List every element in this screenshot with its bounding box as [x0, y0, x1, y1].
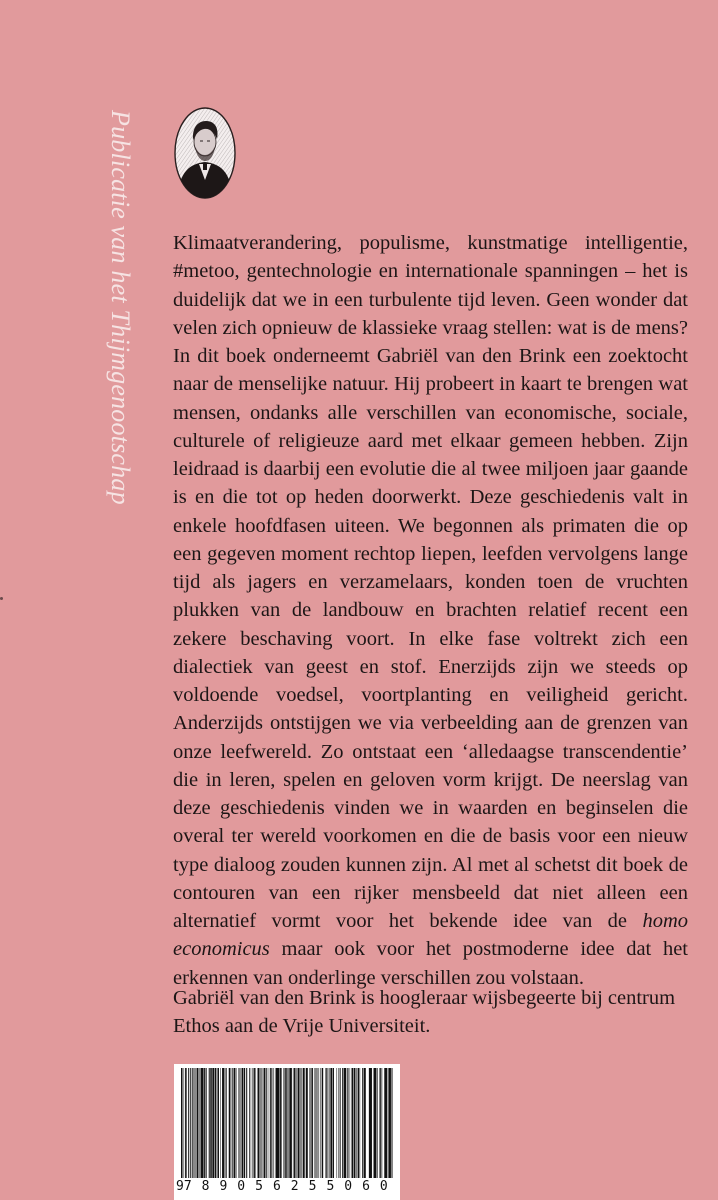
portrait-medallion-icon — [173, 106, 237, 200]
barcode-bar — [391, 1068, 392, 1178]
author-bio: Gabriël van den Brink is hoogleraar wijsbegeerte bij centrum Ethos aan de Vrije Universiteit. — [173, 987, 676, 1038]
barcode-bar — [309, 1068, 310, 1178]
blurb-tail: maar ook voor het postmoderne idee dat het erkennen van onderlinge verschillen zou volstaan. — [173, 938, 688, 989]
barcode-bar — [300, 1068, 301, 1178]
barcode-bar — [293, 1068, 294, 1178]
barcode-bar — [236, 1068, 237, 1178]
barcode-bar — [229, 1068, 231, 1178]
barcode-bar — [234, 1068, 236, 1178]
barcode-bar — [268, 1068, 269, 1178]
barcode-bar — [338, 1068, 339, 1178]
barcode-bar — [260, 1068, 261, 1178]
barcode-bar — [273, 1068, 274, 1178]
barcode-bar — [270, 1068, 271, 1178]
barcode-bar — [337, 1068, 338, 1178]
barcode-bar — [190, 1068, 191, 1178]
barcode-bar — [328, 1068, 329, 1178]
barcode-bar — [184, 1068, 185, 1178]
barcode-bar — [315, 1068, 316, 1178]
barcode-bar — [200, 1068, 201, 1178]
barcode-bar — [360, 1068, 361, 1178]
barcode-bar — [311, 1068, 313, 1178]
barcode-bar — [241, 1068, 242, 1178]
barcode-bar — [384, 1068, 387, 1178]
barcode-bar — [222, 1068, 224, 1178]
barcode-bar — [266, 1068, 267, 1178]
barcode-bar — [188, 1068, 189, 1178]
barcode-bar — [356, 1068, 357, 1178]
barcode-bar — [314, 1068, 315, 1178]
barcode-bar — [288, 1068, 289, 1178]
edge-mark — [0, 597, 3, 600]
barcode-bar — [295, 1068, 296, 1178]
barcode-bar — [301, 1068, 302, 1178]
barcode-bar — [347, 1068, 348, 1178]
barcode-bar — [225, 1068, 226, 1178]
barcode-bar — [329, 1068, 330, 1178]
barcode-bar — [204, 1068, 205, 1178]
barcode-bar — [244, 1068, 246, 1178]
barcode-bar — [303, 1068, 305, 1178]
back-cover-blurb — [173, 229, 688, 992]
barcode-bar — [344, 1068, 347, 1178]
barcode-bar — [358, 1068, 360, 1178]
barcode-bar — [388, 1068, 391, 1178]
barcode-bar — [380, 1068, 381, 1178]
spine-text-container — [106, 110, 153, 580]
barcode-bar — [373, 1068, 374, 1178]
barcode-bar — [257, 1068, 258, 1178]
barcode-bar — [242, 1068, 244, 1178]
barcode-bar — [326, 1068, 327, 1178]
barcode-bar — [374, 1068, 376, 1178]
barcode-bar — [264, 1068, 266, 1178]
barcode-bar — [209, 1068, 210, 1178]
barcode-bar — [364, 1068, 366, 1178]
barcode-bar — [287, 1068, 288, 1178]
barcode-bar — [196, 1068, 197, 1178]
barcode-bar — [261, 1068, 262, 1178]
barcode-bar — [263, 1068, 264, 1178]
barcode-bar — [185, 1068, 187, 1178]
barcode-bar — [206, 1068, 207, 1178]
blurb-italic-term: homo economicus — [173, 910, 688, 961]
barcode-bar — [306, 1068, 308, 1178]
barcode-bar — [181, 1068, 183, 1178]
blurb-body: Klimaatverandering, populisme, kunstmatige intelligentie, #metoo, gentechnologie en internationale spanningen – het is duidelijk dat we in een turbulente tijd leven. Geen wonder dat velen zich opnieuw de klassieke vraag stellen: wat is de mens? In dit boek onderneemt Gabriël van den Brink een zoektocht naar de menselijke natuur. Hij probeert in kaart te brengen wat mensen, ondanks alle verschillen van economische, sociale, culturele of religieuze aard met elkaar gemeen hebben. Zijn leidraad is daarbij een evolutie die al twee miljoen jaar gaande is en die tot op heden doorwerkt. Deze geschiedenis valt in enkele hoofdfasen uiteen. We begonnen als primaten die op een gegeven moment rechtop liepen, leefden vervolgens lange tijd als jagers en verzamelaars, konden toen de vruchten plukken van de landbouw en brachten relatief recent een zekere beschaving voort. In elke fase voltrekt zich een dialectiek van geest en stof. Enerzijds zijn we steeds op voldoende voedsel, voortplanting en veiligheid gericht. Anderzijds ontstijgen we via verbeelding aan de grenzen van onze leefwereld. Zo ontstaat een ‘alledaagse transcendentie’ die in leren, spelen en geloven vorm krijgt. De neerslag van deze geschiedenis vinden we in waarden en beginselen die overal ter wereld voorkomen en die de basis voor een nieuw type dialoog zouden kunnen zijn. Al met al schetst dit boek de contouren van een rijker mensbeeld dat niet alleen een alternatief vormt voor het bekende idee van de — [173, 232, 688, 932]
barcode-bar — [382, 1068, 383, 1178]
barcode-bar — [246, 1068, 247, 1178]
barcode-bar — [271, 1068, 272, 1178]
barcode-bar — [392, 1068, 393, 1178]
barcode-bar — [280, 1068, 282, 1178]
barcode-bar — [319, 1068, 320, 1178]
barcode-bar — [283, 1068, 284, 1178]
barcode-bar — [232, 1068, 233, 1178]
barcode-bar — [294, 1068, 295, 1178]
barcode-bar — [325, 1068, 326, 1178]
barcode-bar — [310, 1068, 311, 1178]
isbn-left-digits: 789056 — [183, 1179, 291, 1194]
barcode-bar — [354, 1068, 355, 1178]
barcode-bar — [215, 1068, 217, 1178]
barcode-bar — [285, 1068, 287, 1178]
barcode-bar — [342, 1068, 343, 1178]
barcode-bar — [195, 1068, 196, 1178]
barcode-bar — [349, 1068, 350, 1178]
barcode-bar — [333, 1068, 334, 1178]
isbn-digits — [176, 1178, 400, 1196]
barcode-bar — [210, 1068, 212, 1178]
barcode-bar — [284, 1068, 285, 1178]
barcode-bar — [289, 1068, 292, 1178]
barcode-bar — [238, 1068, 239, 1178]
isbn-barcode — [174, 1064, 400, 1200]
barcode-bar — [253, 1068, 254, 1178]
barcode-bars — [181, 1068, 393, 1178]
barcode-bar — [320, 1068, 321, 1178]
barcode-bar — [217, 1068, 219, 1178]
barcode-bar — [351, 1068, 352, 1178]
barcode-bar — [252, 1068, 253, 1178]
barcode-bar — [298, 1068, 300, 1178]
barcode-bar — [197, 1068, 199, 1178]
barcode-bar — [377, 1068, 378, 1178]
barcode-bar — [220, 1068, 221, 1178]
barcode-bar — [212, 1068, 214, 1178]
barcode-bar — [199, 1068, 200, 1178]
barcode-bar — [249, 1068, 250, 1178]
barcode-bar — [352, 1068, 354, 1178]
barcode-bar — [275, 1068, 276, 1178]
barcode-bar — [322, 1068, 324, 1178]
barcode-bar — [379, 1068, 380, 1178]
barcode-bar — [201, 1068, 204, 1178]
barcode-bar — [258, 1068, 260, 1178]
barcode-bar — [362, 1068, 363, 1178]
barcode-bar — [255, 1068, 256, 1178]
series-label: Publicatie van het Thijmgenootschap — [106, 110, 135, 505]
isbn-right-digits: 255060 — [290, 1179, 398, 1194]
isbn-first-digit: 9 — [176, 1179, 184, 1194]
barcode-bar — [369, 1068, 372, 1178]
barcode-bar — [192, 1068, 193, 1178]
barcode-bar — [318, 1068, 319, 1178]
barcode-bar — [231, 1068, 232, 1178]
barcode-bar — [254, 1068, 255, 1178]
barcode-bar — [276, 1068, 280, 1178]
barcode-bar — [194, 1068, 195, 1178]
barcode-bar — [226, 1068, 227, 1178]
barcode-bar — [340, 1068, 341, 1178]
barcode-bar — [330, 1068, 332, 1178]
